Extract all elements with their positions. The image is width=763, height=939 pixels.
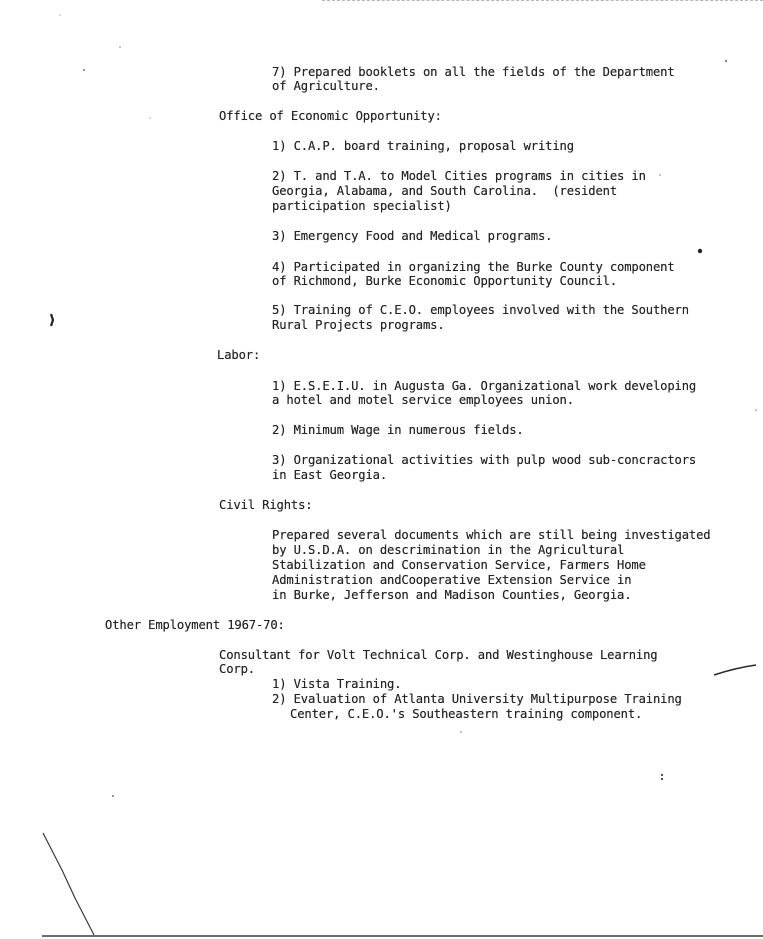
civil-rights-para-5: in Burke, Jefferson and Madison Counties, Georgia. — [272, 588, 632, 602]
item-union-work-cont: a hotel and motel service employees union. — [272, 393, 574, 407]
consultant-line-cont: Corp. — [219, 662, 255, 676]
consultant-line: Consultant for Volt Technical Corp. and Westinghouse Learning — [219, 648, 658, 662]
section-heading-labor: Labor: — [217, 348, 261, 362]
margin-pen-stroke — [714, 665, 756, 675]
speck-dot — [460, 731, 462, 733]
item-model-cities-cont-2: participation specialist) — [272, 199, 452, 213]
speck-dot — [119, 46, 121, 48]
item-union-work: 1) E.S.E.I.U. in Augusta Ga. Organizational work developing — [272, 379, 697, 393]
section-heading-civil-rights: Civil Rights: — [219, 498, 313, 512]
item-ceo-training: 5) Training of C.E.O. employees involved with the Southern — [272, 303, 689, 317]
speck-dot — [59, 14, 61, 16]
item-burke-county: 4) Participated in organizing the Burke County component — [272, 260, 675, 274]
bottom-edge-rule — [42, 935, 763, 937]
item-emergency-food: 3) Emergency Food and Medical programs. — [272, 229, 553, 243]
item-minimum-wage: 2) Minimum Wage in numerous fields. — [272, 423, 524, 437]
margin-mark — [51, 314, 53, 326]
speck-dot — [755, 409, 757, 411]
item-agriculture-booklets-cont: of Agriculture. — [272, 79, 380, 93]
corner-pencil-stroke — [43, 833, 94, 935]
speck-dot — [661, 778, 663, 780]
speck-dot — [659, 174, 661, 176]
item-pulp-wood-cont: in East Georgia. — [272, 468, 387, 482]
item-evaluation-cont: Center, C.E.O.'s Southeastern training component. — [290, 707, 643, 721]
item-pulp-wood: 3) Organizational activities with pulp wood sub-concractors — [272, 453, 697, 467]
item-burke-county-cont: of Richmond, Burke Economic Opportunity Council. — [272, 274, 617, 288]
ink-dot — [698, 249, 702, 253]
item-agriculture-booklets: 7) Prepared booklets on all the fields of the Department — [272, 65, 675, 79]
civil-rights-para-4: Administration andCooperative Extension Service in — [272, 573, 632, 587]
section-heading-other-employment: Other Employment 1967-70: — [105, 618, 285, 632]
item-vista-training: 1) Vista Training. — [272, 677, 402, 691]
speck-dot — [661, 774, 663, 776]
civil-rights-para-2: by U.S.D.A. on descrimination in the Agricultural — [272, 543, 625, 557]
item-evaluation: 2) Evaluation of Atlanta University Multipurpose Training — [272, 692, 682, 706]
item-ceo-training-cont: Rural Projects programs. — [272, 318, 445, 332]
speck-dot — [149, 117, 151, 119]
speck-dot — [112, 795, 114, 797]
speck-dot — [83, 69, 85, 71]
speck-dot — [725, 60, 727, 62]
item-model-cities-cont-1: Georgia, Alabama, and South Carolina. (resident — [272, 184, 617, 198]
section-heading-oeo: Office of Economic Opportunity: — [219, 109, 442, 123]
civil-rights-para-1: Prepared several documents which are still being investigated — [272, 528, 711, 542]
item-cap-training: 1) C.A.P. board training, proposal writing — [272, 139, 574, 153]
civil-rights-para-3: Stabilization and Conservation Service, Farmers Home — [272, 558, 646, 572]
item-model-cities: 2) T. and T.A. to Model Cities programs in cities in — [272, 169, 646, 183]
